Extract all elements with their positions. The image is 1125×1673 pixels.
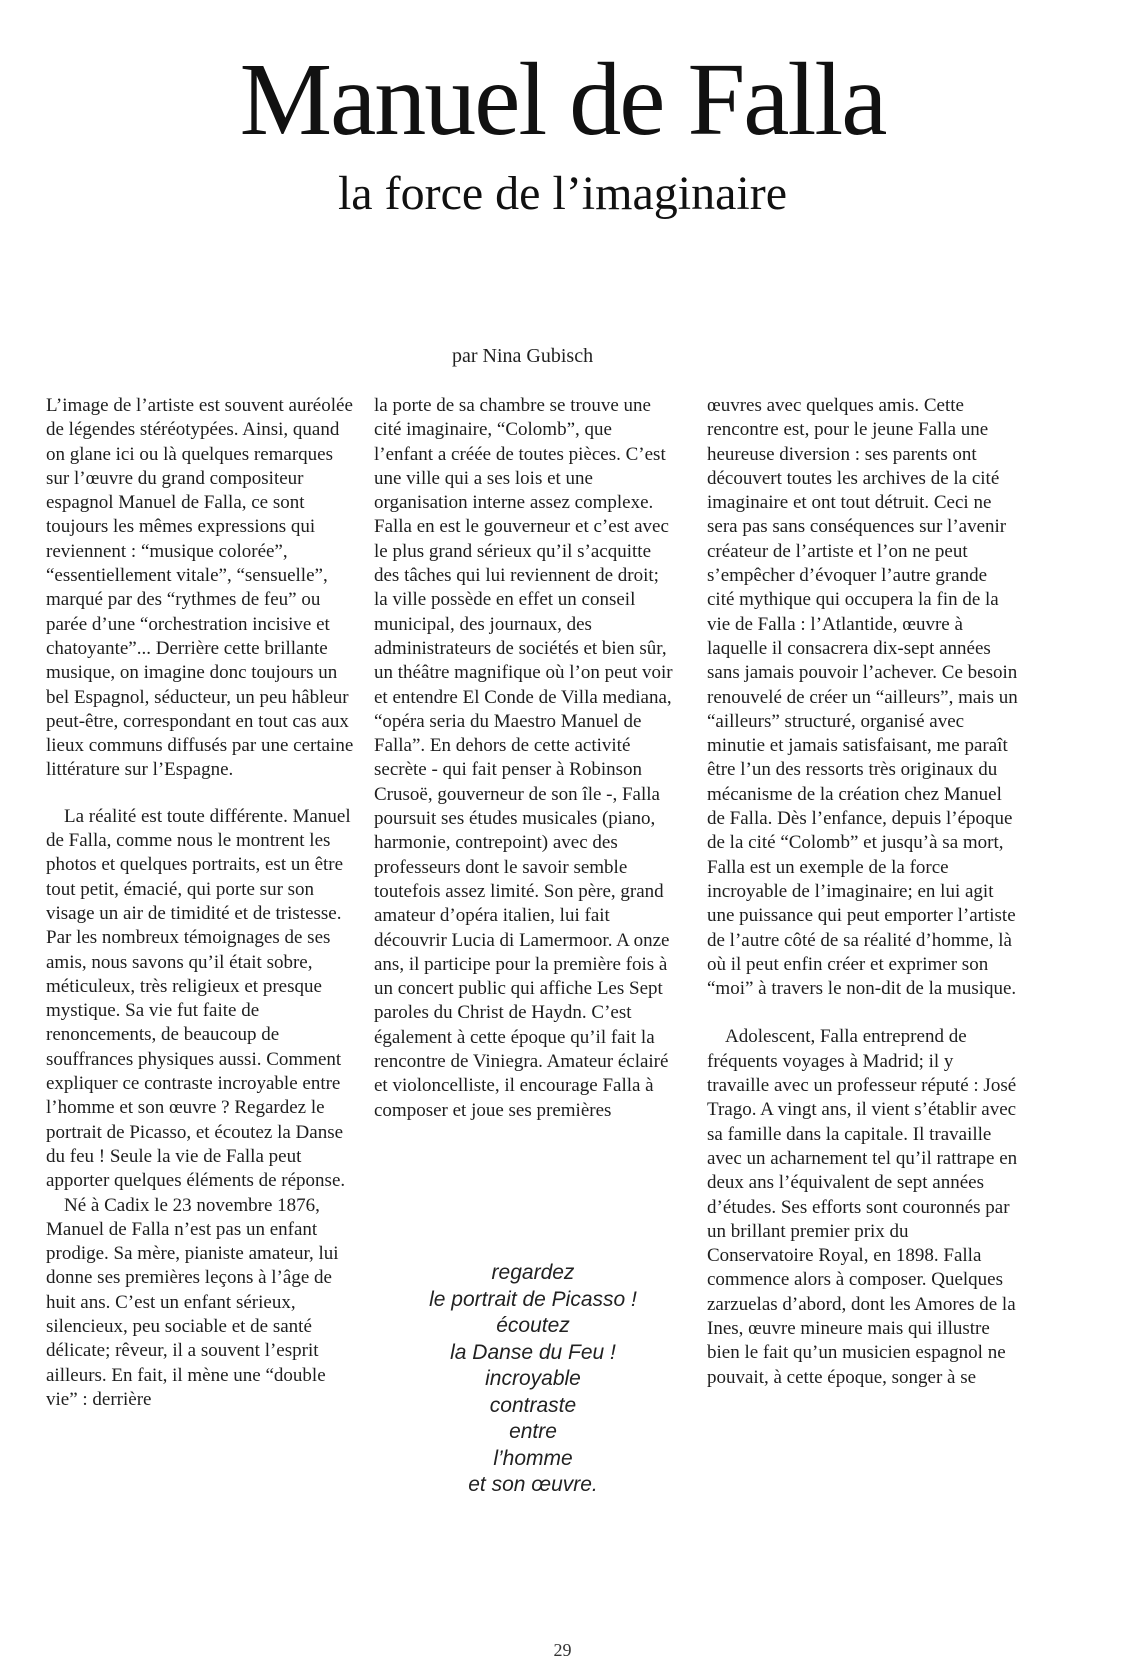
- paragraph: la porte de sa chambre se trouve une cité imaginaire, “Colomb”, que l’enfant a créée de toutes pièces. C’est une ville qui a ses lois et une organisation interne assez complexe. Falla en est le gouverneur et c’est avec le plus grand sérieux qu’il s’acquitte des tâches qui lui reviennent de droit; la ville possède en effet un conseil municipal, des journaux, des administrateurs de sociétés et bien sûr, un théâtre magnifique où l’on peut voir et entendre El Conde de Villa mediana, “opéra seria du Maestro Manuel de Falla”. En dehors de cette activité secrète - qui fait penser à Robinson Crusoë, gouverneur de son île -, Falla poursuit ses études musicales (piano, harmonie, contrepoint) avec des professeurs dont le savoir semble toutefois assez limité. Son père, grand amateur d’opéra italien, lui fait découvrir Lucia di Lamermoor. A onze ans, il participe pour la première fois à un concert public qui affiche Les Sept paroles du Christ de Haydn. C’est également à cette époque qu’il fait la rencontre de Viniegra. Amateur éclairé et violoncelliste, il encourage Falla à composer et joue ses premières: [374, 395, 673, 1121]
- pull-quote-line: regardez: [491, 1261, 575, 1284]
- text-column-1: [46, 394, 356, 1412]
- text-column-2: [374, 394, 674, 1123]
- paragraph: œuvres avec quelques amis. Cette rencontre est, pour le jeune Falla une heureuse diversion : ses parents ont découvert toutes les archives de la cité imaginaire et ont tout détruit. Ceci ne sera pas sans conséquences sur l’avenir créateur de l’artiste et l’on ne peut s’empêcher d’évoquer l’autre grande cité mythique qui occupera la fin de la vie de Falla : l’Atlantide, œuvre à laquelle il consacrera dix-sept années sans jamais pouvoir l’achever. Ce besoin renouvelé de créer un “ailleurs”, mais un “ailleurs” structuré, organisé avec minutie et jamais satisfaisant, me paraît être l’un des ressorts très originaux du mécanisme de la création chez Manuel de Falla. Dès l’enfance, depuis l’époque de la cité “Colomb” et jusqu’à sa mort, Falla est un exemple de la force incroyable de l’imaginaire; en lui agit une puissance qui peut emporter l’artiste de l’autre côté de sa réalité d’homme, là où il peut enfin créer et exprimer son “moi” à travers le non-dit de la musique.: [707, 395, 1018, 1000]
- article-subtitle: la force de l’imaginaire: [337, 167, 788, 220]
- pull-quote-line: le portrait de Picasso !: [429, 1287, 637, 1311]
- paragraph: L’image de l’artiste est souvent auréolée de légendes stéréotypées. Ainsi, quand on glane ici ou là quelques remarques sur l’œuvre du grand compositeur espagnol Manuel de Falla, ce sont toujours les mêmes expressions qui reviennent : “musique colorée”, “essentiellement vitale”, “sensuelle”, marqué par des “rythmes de feu” ou parée d’une “orchestration incisive et chatoyante”... Derrière cette brillante musique, on imagine donc toujours un bel Espagnol, séducteur, un peu hâbleur peut-être, correspondant en tout cas aux lieux communs diffusés par une certaine littérature sur l’Espagne.: [46, 395, 354, 781]
- pull-quote-line: écoutez: [496, 1314, 570, 1337]
- paragraph: Né à Cadix le 23 novembre 1876, Manuel de Falla n’est pas un enfant prodige. Sa mère, pianiste amateur, lui donne ses premières leçons à l’âge de huit ans. C’est un enfant sérieux, silencieux, peu sociable et de santé délicate; rêveur, il a souvent l’esprit ailleurs. En fait, il mène une “double vie” : derrière: [46, 1194, 339, 1410]
- byline: par Nina Gubisch: [452, 345, 594, 367]
- paragraph: La réalité est toute différente. Manuel de Falla, comme nous le montrent les photos et quelques portraits, est un être tout petit, émacié, qui porte sur son visage un air de timidité et de tristesse. Par les nombreux témoignages de ses amis, nous savons qu’il était sobre, méticuleux, très religieux et presque mystique. Sa vie fut faite de renoncements, de beaucoup de souffrances physiques aussi. Comment expliquer ce contraste incroyable entre l’homme et son œuvre ? Regardez le portrait de Picasso, et écoutez la Danse du feu ! Seule la vie de Falla peut apporter quelques éléments de réponse.: [46, 805, 351, 1192]
- paragraph: Adolescent, Falla entreprend de fréquents voyages à Madrid; il y travaille avec un professeur réputé : José Trago. A vingt ans, il vient s’établir avec sa famille dans la capitale. Il travaille avec un acharnement tel qu’il rattrape en deux ans l’équivalent de sept années d’études. Ses efforts sont couronnés par un brillant premier prix du Conservatoire Royal, en 1898. Falla commence alors à composer. Quelques zarzuelas d’abord, dont les Amores de la Ines, œuvre mineure mais qui illustre bien le fait qu’un musicien espagnol ne pouvait, à cette époque, songer à se: [707, 1026, 1018, 1388]
- text-column-3: [707, 394, 1019, 1390]
- pull-quote-line: et son œuvre.: [468, 1473, 598, 1496]
- article-title: Manuel de Falla: [239, 42, 886, 157]
- pull-quote-line: contraste: [489, 1393, 577, 1417]
- pull-quote: [374, 1260, 692, 1499]
- page-number: 29: [553, 1640, 572, 1660]
- pull-quote-line: incroyable: [485, 1367, 581, 1390]
- pull-quote-line: entre: [509, 1420, 557, 1443]
- pull-quote-line: la Danse du Feu !: [450, 1340, 616, 1364]
- pull-quote-line: l’homme: [493, 1446, 573, 1470]
